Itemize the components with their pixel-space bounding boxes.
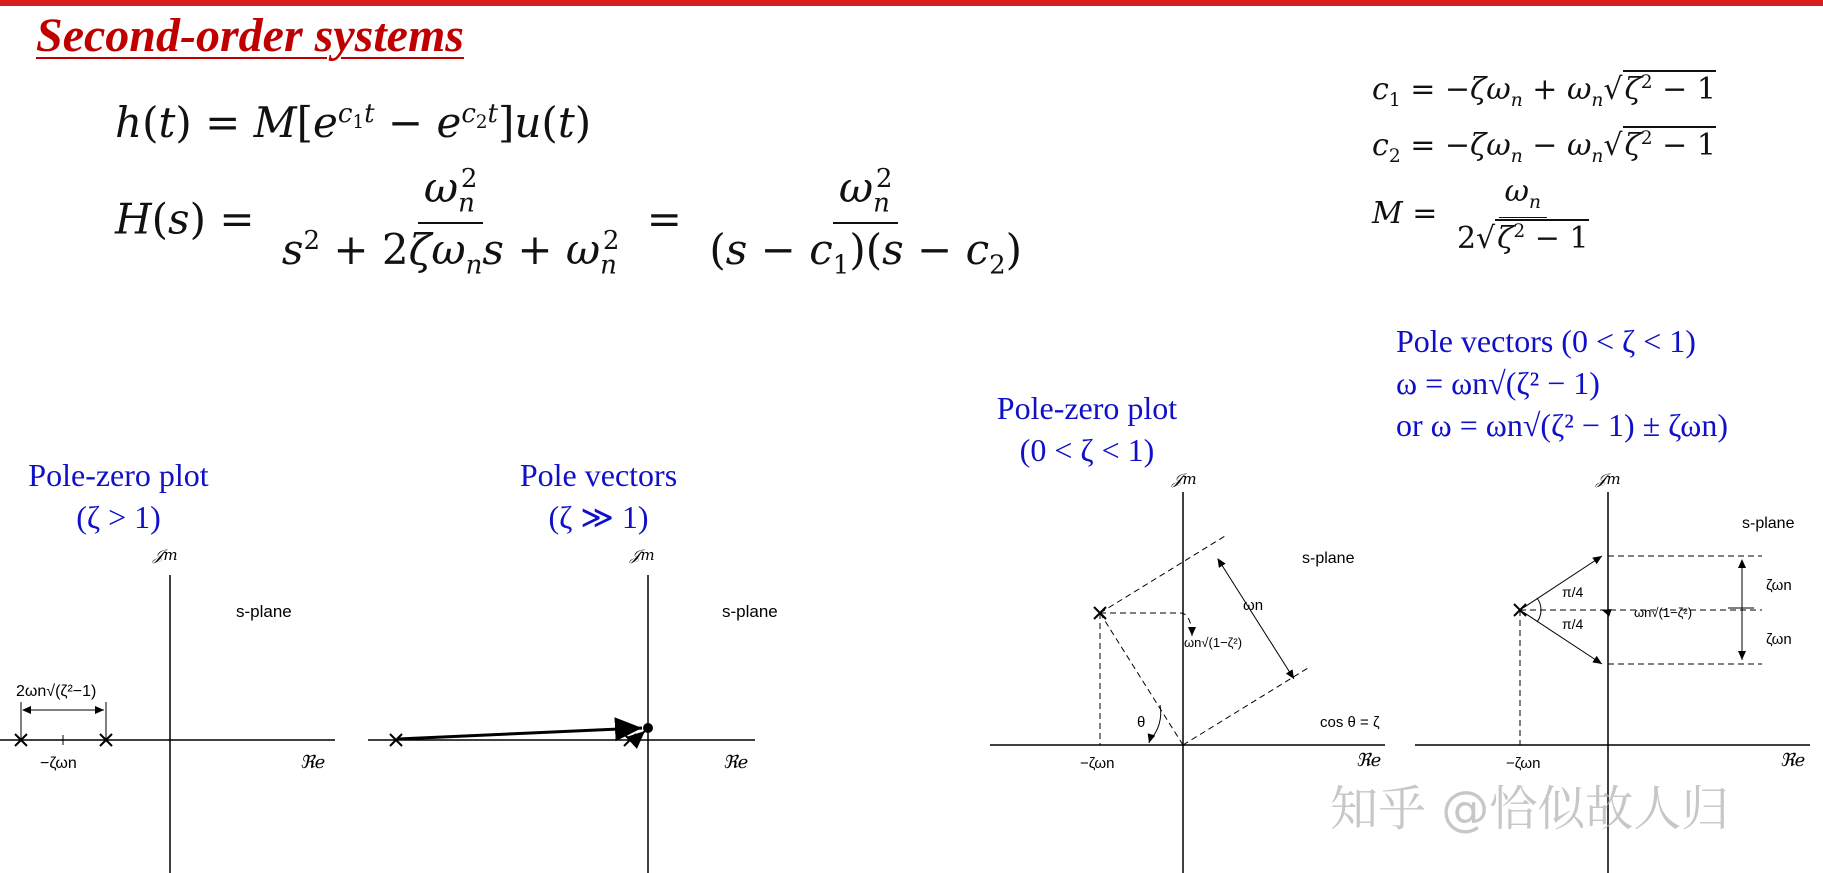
im-axis-label: 𝒥m (1172, 470, 1197, 488)
re-axis-label: ℜe (1780, 750, 1806, 771)
s-plane-label: s-plane (1302, 550, 1355, 567)
equation-M: M = $\frac{\omega_n}{2√\zeta^2 - 1}$ (1372, 174, 1589, 256)
wn-label: ωn (1243, 597, 1264, 614)
center-label: −ζωn (40, 755, 77, 772)
label-plot3: Pole-zero plot (0 < ζ < 1) (996, 390, 1178, 469)
label-plot1: Pole-zero plot (ζ > 1) (28, 457, 209, 536)
fraction-2: $\frac{\omega_n^2}{(s - c_1)(s - c_2)}$ (709, 163, 1023, 281)
watermark: 知乎 @恰似故人归 (1330, 781, 1730, 837)
plot2 (368, 575, 755, 873)
label-plot2: Pole vectors (ζ ≫ 1) (519, 457, 678, 536)
damped-frequency-label: ωn√(1−ζ²) (1184, 635, 1243, 650)
pole-spacing-label: 2ωn√(ζ²−1) (16, 683, 97, 700)
equation-h-t: $h(t) = M[e^{c_1t} - e^{c_2t}]u(t)$ (115, 98, 592, 147)
angle-label-bottom: π/4 (1562, 616, 1584, 632)
cos-theta-label: cos θ = ζ (1320, 714, 1380, 731)
equation-c1: $c_1 = -\zeta\omega_n + \omega_n√\zeta^2 - 1$ (1372, 72, 1716, 111)
equation-c2: $c_2 = -\zeta\omega_n - \omega_n√\zeta^2 - 1$ (1372, 128, 1716, 167)
re-axis-label: ℜe (723, 752, 749, 773)
label-plot4: Pole vectors (0 < ζ < 1) ω = ωn√(ζ² − 1) or ω = ωn√(ζ² − 1) ± ζωn) (1396, 323, 1728, 444)
center-label: −ζωn (1080, 755, 1115, 772)
re-axis-label: ℜe (1356, 750, 1382, 771)
s-plane-label: s-plane (236, 602, 292, 621)
slide-title: Second-order systems (36, 9, 464, 62)
theta-label: θ (1137, 714, 1146, 731)
zwn-bottom-label: ζωn (1766, 631, 1792, 648)
angle-label-top: π/4 (1562, 584, 1584, 600)
zwn-top-label: ζωn (1766, 577, 1792, 594)
im-axis-label: 𝒥m (630, 546, 655, 564)
fraction-1: $\frac{\omega_n^2}{s^2 + 2\zeta\omega_ns + \omega_n^2}$ (281, 163, 620, 281)
damped-frequency-label: ωn√(1−ζ²) (1634, 605, 1693, 620)
im-axis-label: 𝒥m (1596, 470, 1621, 488)
s-plane-label: s-plane (1742, 515, 1795, 532)
re-axis-label: ℜe (300, 752, 326, 773)
im-axis-label: 𝒥m (153, 546, 178, 564)
s-plane-label: s-plane (722, 602, 778, 621)
center-label: −ζωn (1506, 755, 1541, 772)
equation-H-s: H(s) = $\frac{\omega_n^2}{s^2 + 2\zeta\omega_ns + \omega_n^2}$ = $\frac{\omega_n^2}{(s - c_1)(s - c_2)}$ (115, 166, 1036, 279)
